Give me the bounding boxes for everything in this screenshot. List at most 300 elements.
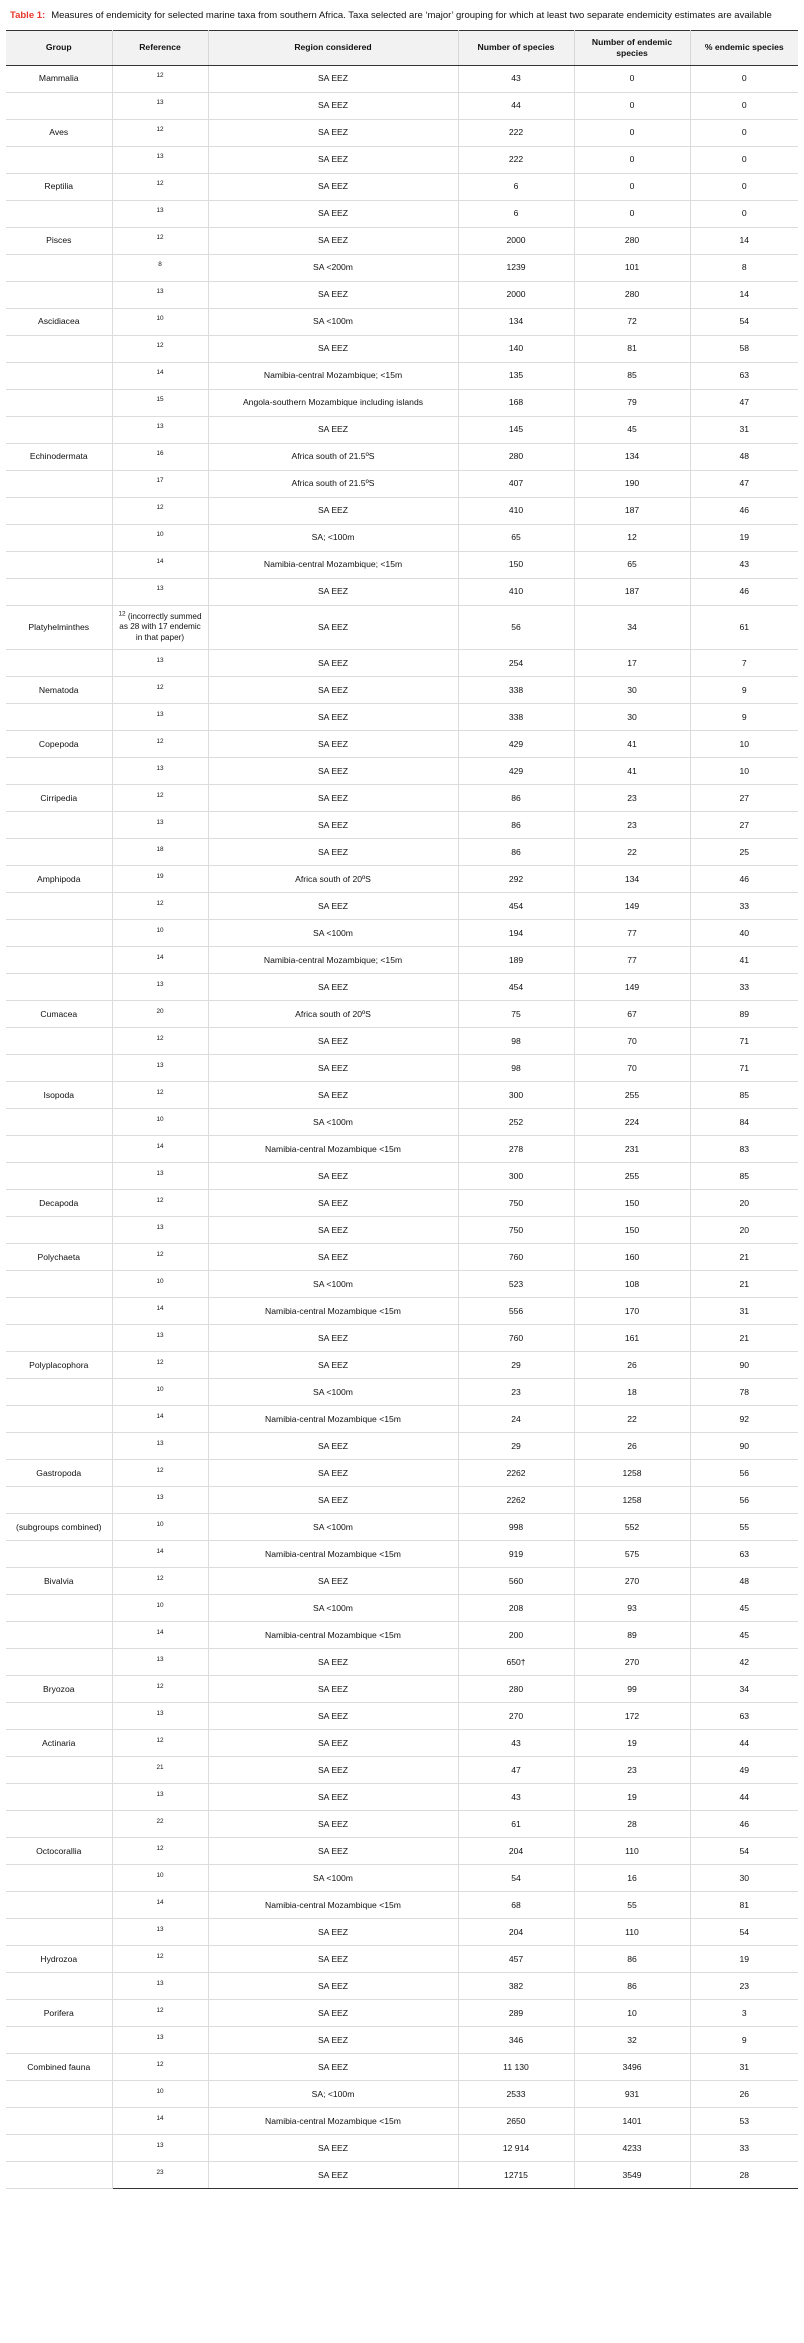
cell-region: SA EEZ xyxy=(208,2135,458,2162)
cell-region: SA EEZ xyxy=(208,1946,458,1973)
cell-group xyxy=(6,2135,112,2162)
cell-number-species: 222 xyxy=(458,146,574,173)
cell-endemic-species: 77 xyxy=(574,947,690,974)
cell-group xyxy=(6,920,112,947)
cell-percent-endemic: 81 xyxy=(690,1892,798,1919)
table-row xyxy=(6,335,798,362)
cell-group: Echinodermata xyxy=(6,443,112,470)
cell-reference: 13 xyxy=(112,758,208,785)
table-row xyxy=(6,605,798,650)
cell-percent-endemic: 19 xyxy=(690,1946,798,1973)
cell-region: SA EEZ xyxy=(208,281,458,308)
cell-region: SA <100m xyxy=(208,308,458,335)
cell-group: Copepoda xyxy=(6,731,112,758)
cell-region: SA EEZ xyxy=(208,704,458,731)
cell-endemic-species: 26 xyxy=(574,1433,690,1460)
cell-percent-endemic: 61 xyxy=(690,605,798,650)
cell-region: SA EEZ xyxy=(208,2000,458,2027)
cell-region: SA EEZ xyxy=(208,1190,458,1217)
cell-region: SA EEZ xyxy=(208,1568,458,1595)
cell-percent-endemic: 46 xyxy=(690,866,798,893)
cell-percent-endemic: 33 xyxy=(690,2135,798,2162)
cell-region: SA EEZ xyxy=(208,119,458,146)
cell-number-species: 135 xyxy=(458,362,574,389)
cell-percent-endemic: 48 xyxy=(690,1568,798,1595)
cell-endemic-species: 72 xyxy=(574,308,690,335)
cell-region: SA EEZ xyxy=(208,2027,458,2054)
cell-region: SA EEZ xyxy=(208,227,458,254)
cell-group xyxy=(6,704,112,731)
cell-group: Ascidiacea xyxy=(6,308,112,335)
cell-endemic-species: 149 xyxy=(574,974,690,1001)
cell-percent-endemic: 23 xyxy=(690,1973,798,2000)
cell-region: SA EEZ xyxy=(208,1028,458,1055)
cell-region: SA EEZ xyxy=(208,1487,458,1514)
cell-region: SA EEZ xyxy=(208,200,458,227)
cell-reference: 10 xyxy=(112,1109,208,1136)
cell-percent-endemic: 85 xyxy=(690,1082,798,1109)
cell-percent-endemic: 54 xyxy=(690,1919,798,1946)
cell-group: Polyplacophora xyxy=(6,1352,112,1379)
cell-group xyxy=(6,1406,112,1433)
cell-number-species: 750 xyxy=(458,1190,574,1217)
cell-number-species: 2000 xyxy=(458,227,574,254)
cell-reference: 12 xyxy=(112,2054,208,2081)
cell-group: Hydrozoa xyxy=(6,1946,112,1973)
table-row xyxy=(6,470,798,497)
table-row xyxy=(6,524,798,551)
table-row xyxy=(6,2000,798,2027)
cell-number-species: 47 xyxy=(458,1757,574,1784)
cell-percent-endemic: 0 xyxy=(690,92,798,119)
cell-percent-endemic: 0 xyxy=(690,146,798,173)
cell-endemic-species: 280 xyxy=(574,281,690,308)
table-row xyxy=(6,1001,798,1028)
table-row xyxy=(6,1163,798,1190)
table-row xyxy=(6,1838,798,1865)
cell-endemic-species: 110 xyxy=(574,1838,690,1865)
cell-endemic-species: 108 xyxy=(574,1271,690,1298)
cell-group xyxy=(6,1136,112,1163)
cell-number-species: 194 xyxy=(458,920,574,947)
cell-reference: 13 xyxy=(112,1055,208,1082)
cell-percent-endemic: 0 xyxy=(690,173,798,200)
cell-percent-endemic: 26 xyxy=(690,2081,798,2108)
column-header-reference: Reference xyxy=(112,30,208,65)
cell-reference: 10 xyxy=(112,920,208,947)
cell-number-species: 204 xyxy=(458,1919,574,1946)
cell-reference: 12 xyxy=(112,497,208,524)
caption-text: Measures of endemicity for selected marine taxa from southern Africa. Taxa selected are ‘major’ grouping for which at least two separate endemicity estimates are available xyxy=(51,10,772,21)
cell-percent-endemic: 31 xyxy=(690,2054,798,2081)
cell-reference: 13 xyxy=(112,1325,208,1352)
cell-percent-endemic: 41 xyxy=(690,947,798,974)
cell-endemic-species: 26 xyxy=(574,1352,690,1379)
cell-region: Angola-southern Mozambique including islands xyxy=(208,389,458,416)
cell-endemic-species: 0 xyxy=(574,65,690,92)
cell-group xyxy=(6,1973,112,2000)
cell-endemic-species: 19 xyxy=(574,1730,690,1757)
cell-endemic-species: 86 xyxy=(574,1973,690,2000)
cell-group: (subgroups combined) xyxy=(6,1514,112,1541)
cell-endemic-species: 161 xyxy=(574,1325,690,1352)
table-row xyxy=(6,362,798,389)
table-row xyxy=(6,1244,798,1271)
cell-group xyxy=(6,1649,112,1676)
cell-group: Combined fauna xyxy=(6,2054,112,2081)
table-row xyxy=(6,1973,798,2000)
table-row xyxy=(6,1217,798,1244)
table-row xyxy=(6,704,798,731)
cell-endemic-species: 12 xyxy=(574,524,690,551)
cell-number-species: 289 xyxy=(458,2000,574,2027)
cell-percent-endemic: 28 xyxy=(690,2162,798,2189)
cell-number-species: 338 xyxy=(458,704,574,731)
cell-reference: 13 xyxy=(112,1163,208,1190)
cell-percent-endemic: 49 xyxy=(690,1757,798,1784)
table-row xyxy=(6,1136,798,1163)
table-row xyxy=(6,1271,798,1298)
cell-group xyxy=(6,1622,112,1649)
cell-number-species: 346 xyxy=(458,2027,574,2054)
cell-percent-endemic: 33 xyxy=(690,974,798,1001)
cell-region: Africa south of 20ºS xyxy=(208,1001,458,1028)
cell-region: Namibia-central Mozambique; <15m xyxy=(208,947,458,974)
table-row xyxy=(6,1460,798,1487)
cell-group xyxy=(6,200,112,227)
cell-region: SA EEZ xyxy=(208,839,458,866)
cell-endemic-species: 16 xyxy=(574,1865,690,1892)
cell-group xyxy=(6,1703,112,1730)
cell-endemic-species: 1401 xyxy=(574,2108,690,2135)
table-row xyxy=(6,1109,798,1136)
table-row xyxy=(6,1811,798,1838)
cell-reference: 14 xyxy=(112,1136,208,1163)
cell-region: SA EEZ xyxy=(208,1055,458,1082)
cell-group xyxy=(6,1784,112,1811)
cell-group xyxy=(6,335,112,362)
cell-endemic-species: 270 xyxy=(574,1568,690,1595)
cell-group: Porifera xyxy=(6,2000,112,2027)
cell-number-species: 382 xyxy=(458,1973,574,2000)
cell-percent-endemic: 0 xyxy=(690,200,798,227)
cell-region: SA EEZ xyxy=(208,758,458,785)
cell-number-species: 300 xyxy=(458,1082,574,1109)
cell-number-species: 254 xyxy=(458,650,574,677)
cell-region: SA EEZ xyxy=(208,65,458,92)
cell-reference: 12 xyxy=(112,1244,208,1271)
cell-group xyxy=(6,1595,112,1622)
cell-reference: 10 xyxy=(112,1514,208,1541)
cell-region: SA <100m xyxy=(208,1109,458,1136)
cell-reference: 10 xyxy=(112,524,208,551)
cell-percent-endemic: 83 xyxy=(690,1136,798,1163)
cell-number-species: 65 xyxy=(458,524,574,551)
cell-percent-endemic: 21 xyxy=(690,1244,798,1271)
cell-percent-endemic: 90 xyxy=(690,1352,798,1379)
table-row xyxy=(6,731,798,758)
table-row xyxy=(6,812,798,839)
cell-percent-endemic: 40 xyxy=(690,920,798,947)
cell-reference: 12 xyxy=(112,785,208,812)
cell-endemic-species: 552 xyxy=(574,1514,690,1541)
table-row xyxy=(6,65,798,92)
cell-number-species: 189 xyxy=(458,947,574,974)
cell-number-species: 270 xyxy=(458,1703,574,1730)
cell-percent-endemic: 27 xyxy=(690,812,798,839)
cell-percent-endemic: 0 xyxy=(690,119,798,146)
cell-endemic-species: 110 xyxy=(574,1919,690,1946)
table-row xyxy=(6,497,798,524)
cell-endemic-species: 150 xyxy=(574,1190,690,1217)
cell-reference: 13 xyxy=(112,1487,208,1514)
table-row xyxy=(6,2108,798,2135)
cell-reference: 13 xyxy=(112,2135,208,2162)
cell-reference: 15 xyxy=(112,389,208,416)
cell-number-species: 43 xyxy=(458,1730,574,1757)
table-row xyxy=(6,1514,798,1541)
cell-reference: 12 xyxy=(112,173,208,200)
cell-number-species: 2000 xyxy=(458,281,574,308)
cell-region: SA EEZ xyxy=(208,605,458,650)
cell-region: SA <100m xyxy=(208,920,458,947)
cell-region: SA EEZ xyxy=(208,1973,458,2000)
cell-percent-endemic: 55 xyxy=(690,1514,798,1541)
cell-endemic-species: 0 xyxy=(574,119,690,146)
cell-group xyxy=(6,1379,112,1406)
cell-group xyxy=(6,2027,112,2054)
cell-reference: 19 xyxy=(112,866,208,893)
table-row xyxy=(6,443,798,470)
cell-number-species: 560 xyxy=(458,1568,574,1595)
cell-region: SA EEZ xyxy=(208,92,458,119)
cell-percent-endemic: 25 xyxy=(690,839,798,866)
cell-percent-endemic: 34 xyxy=(690,1676,798,1703)
cell-region: SA EEZ xyxy=(208,1676,458,1703)
cell-number-species: 280 xyxy=(458,1676,574,1703)
table-row xyxy=(6,1757,798,1784)
table-row xyxy=(6,1649,798,1676)
cell-percent-endemic: 78 xyxy=(690,1379,798,1406)
cell-region: Namibia-central Mozambique <15m xyxy=(208,1406,458,1433)
cell-number-species: 457 xyxy=(458,1946,574,1973)
cell-group xyxy=(6,1109,112,1136)
cell-group xyxy=(6,92,112,119)
cell-reference: 12 xyxy=(112,2000,208,2027)
cell-percent-endemic: 56 xyxy=(690,1487,798,1514)
cell-group xyxy=(6,2108,112,2135)
table-header-row xyxy=(6,30,798,65)
cell-region: SA EEZ xyxy=(208,1649,458,1676)
cell-reference: 12 xyxy=(112,893,208,920)
cell-reference: 12 xyxy=(112,227,208,254)
table-row xyxy=(6,1325,798,1352)
table-row xyxy=(6,551,798,578)
column-header-endemic-species: Number of endemic species xyxy=(574,30,690,65)
cell-number-species: 410 xyxy=(458,497,574,524)
cell-group xyxy=(6,146,112,173)
cell-endemic-species: 270 xyxy=(574,1649,690,1676)
cell-endemic-species: 77 xyxy=(574,920,690,947)
cell-reference: 10 xyxy=(112,308,208,335)
cell-endemic-species: 99 xyxy=(574,1676,690,1703)
cell-endemic-species: 172 xyxy=(574,1703,690,1730)
table-row xyxy=(6,119,798,146)
cell-endemic-species: 255 xyxy=(574,1163,690,1190)
cell-reference: 13 xyxy=(112,974,208,1001)
cell-percent-endemic: 21 xyxy=(690,1325,798,1352)
cell-number-species: 2262 xyxy=(458,1460,574,1487)
cell-reference: 14 xyxy=(112,1298,208,1325)
cell-reference: 13 xyxy=(112,1217,208,1244)
cell-group xyxy=(6,1028,112,1055)
cell-number-species: 454 xyxy=(458,974,574,1001)
cell-region: Namibia-central Mozambique; <15m xyxy=(208,551,458,578)
cell-percent-endemic: 56 xyxy=(690,1460,798,1487)
cell-number-species: 44 xyxy=(458,92,574,119)
cell-number-species: 998 xyxy=(458,1514,574,1541)
cell-region: SA EEZ xyxy=(208,1163,458,1190)
table-row xyxy=(6,1298,798,1325)
table-row xyxy=(6,254,798,281)
cell-percent-endemic: 45 xyxy=(690,1622,798,1649)
table-row xyxy=(6,2135,798,2162)
cell-number-species: 12715 xyxy=(458,2162,574,2189)
cell-number-species: 168 xyxy=(458,389,574,416)
cell-group xyxy=(6,839,112,866)
cell-region: SA; <100m xyxy=(208,2081,458,2108)
cell-endemic-species: 22 xyxy=(574,1406,690,1433)
cell-region: Africa south of 21.5ºS xyxy=(208,470,458,497)
table-row xyxy=(6,866,798,893)
cell-region: SA EEZ xyxy=(208,893,458,920)
cell-group: Bryozoa xyxy=(6,1676,112,1703)
cell-endemic-species: 23 xyxy=(574,812,690,839)
cell-number-species: 86 xyxy=(458,785,574,812)
cell-reference: 13 xyxy=(112,200,208,227)
cell-endemic-species: 170 xyxy=(574,1298,690,1325)
cell-group xyxy=(6,758,112,785)
cell-percent-endemic: 63 xyxy=(690,1703,798,1730)
cell-number-species: 208 xyxy=(458,1595,574,1622)
cell-reference: 12 xyxy=(112,1082,208,1109)
cell-group: Cumacea xyxy=(6,1001,112,1028)
cell-endemic-species: 22 xyxy=(574,839,690,866)
cell-group: Mammalia xyxy=(6,65,112,92)
cell-endemic-species: 55 xyxy=(574,1892,690,1919)
cell-endemic-species: 32 xyxy=(574,2027,690,2054)
cell-region: Africa south of 21.5ºS xyxy=(208,443,458,470)
cell-region: Namibia-central Mozambique <15m xyxy=(208,1541,458,1568)
cell-reference: 12 xyxy=(112,65,208,92)
cell-endemic-species: 224 xyxy=(574,1109,690,1136)
cell-number-species: 919 xyxy=(458,1541,574,1568)
cell-group xyxy=(6,1055,112,1082)
cell-reference: 13 xyxy=(112,146,208,173)
cell-endemic-species: 190 xyxy=(574,470,690,497)
table-body xyxy=(6,65,798,2189)
table-row xyxy=(6,2027,798,2054)
cell-group xyxy=(6,1487,112,1514)
cell-reference: 13 xyxy=(112,704,208,731)
cell-number-species: 407 xyxy=(458,470,574,497)
cell-percent-endemic: 46 xyxy=(690,578,798,605)
cell-group xyxy=(6,1433,112,1460)
cell-number-species: 410 xyxy=(458,578,574,605)
cell-reference: 13 xyxy=(112,812,208,839)
cell-endemic-species: 19 xyxy=(574,1784,690,1811)
table-row xyxy=(6,1676,798,1703)
cell-number-species: 454 xyxy=(458,893,574,920)
cell-percent-endemic: 9 xyxy=(690,704,798,731)
table-row xyxy=(6,1406,798,1433)
cell-region: Namibia-central Mozambique <15m xyxy=(208,2108,458,2135)
cell-reference: 14 xyxy=(112,1622,208,1649)
table-row xyxy=(6,1568,798,1595)
cell-endemic-species: 70 xyxy=(574,1028,690,1055)
cell-reference: 13 xyxy=(112,1973,208,2000)
cell-region: SA EEZ xyxy=(208,1757,458,1784)
table-row xyxy=(6,1946,798,1973)
cell-region: Namibia-central Mozambique <15m xyxy=(208,1892,458,1919)
cell-endemic-species: 3496 xyxy=(574,2054,690,2081)
cell-region: SA <100m xyxy=(208,1379,458,1406)
cell-reference: 13 xyxy=(112,578,208,605)
cell-number-species: 2262 xyxy=(458,1487,574,1514)
cell-group: Actinaria xyxy=(6,1730,112,1757)
cell-reference: 13 xyxy=(112,650,208,677)
cell-reference: 12 xyxy=(112,677,208,704)
cell-reference: 14 xyxy=(112,551,208,578)
cell-percent-endemic: 30 xyxy=(690,1865,798,1892)
cell-group xyxy=(6,974,112,1001)
cell-percent-endemic: 33 xyxy=(690,893,798,920)
cell-percent-endemic: 47 xyxy=(690,389,798,416)
cell-endemic-species: 231 xyxy=(574,1136,690,1163)
cell-reference: 12 xyxy=(112,1352,208,1379)
cell-endemic-species: 89 xyxy=(574,1622,690,1649)
cell-number-species: 338 xyxy=(458,677,574,704)
table-row xyxy=(6,947,798,974)
cell-endemic-species: 23 xyxy=(574,1757,690,1784)
table-row xyxy=(6,1352,798,1379)
cell-percent-endemic: 9 xyxy=(690,677,798,704)
cell-endemic-species: 3549 xyxy=(574,2162,690,2189)
cell-number-species: 75 xyxy=(458,1001,574,1028)
cell-group xyxy=(6,1919,112,1946)
table-row xyxy=(6,920,798,947)
cell-number-species: 86 xyxy=(458,812,574,839)
cell-endemic-species: 34 xyxy=(574,605,690,650)
cell-endemic-species: 79 xyxy=(574,389,690,416)
cell-number-species: 43 xyxy=(458,65,574,92)
table-row xyxy=(6,1919,798,1946)
table-row xyxy=(6,1892,798,1919)
cell-percent-endemic: 14 xyxy=(690,227,798,254)
cell-region: SA EEZ xyxy=(208,2054,458,2081)
cell-reference: 14 xyxy=(112,1406,208,1433)
cell-endemic-species: 41 xyxy=(574,758,690,785)
cell-reference: 13 xyxy=(112,281,208,308)
cell-reference: 12 xyxy=(112,1460,208,1487)
cell-percent-endemic: 84 xyxy=(690,1109,798,1136)
cell-group: Nematoda xyxy=(6,677,112,704)
table-row xyxy=(6,1730,798,1757)
cell-percent-endemic: 54 xyxy=(690,1838,798,1865)
cell-region: SA EEZ xyxy=(208,812,458,839)
table-row xyxy=(6,1541,798,1568)
cell-number-species: 1239 xyxy=(458,254,574,281)
